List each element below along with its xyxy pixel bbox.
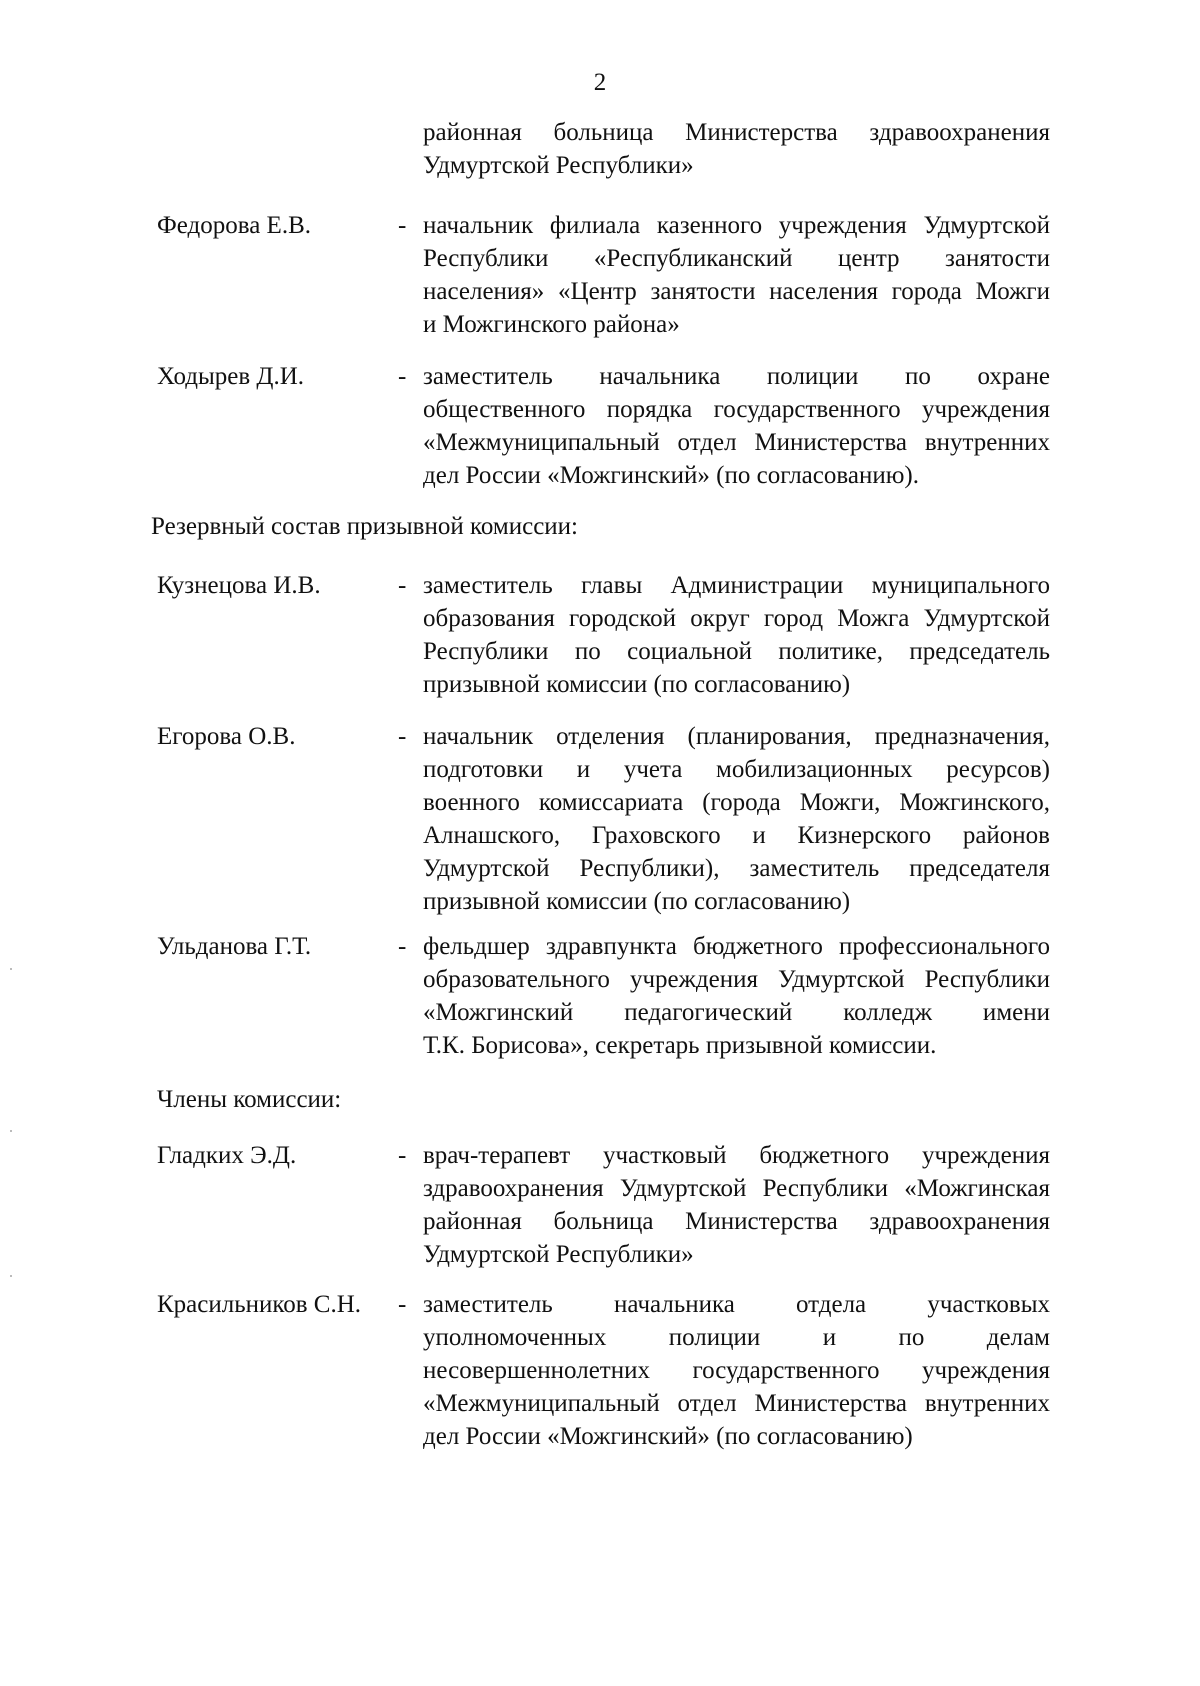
member-name: Ульданова Г.Т. xyxy=(157,933,312,960)
member-name: Егорова О.В. xyxy=(157,723,296,750)
page-number: 2 xyxy=(593,69,607,96)
section-heading-reserve: Резервный состав призывной комиссии: xyxy=(151,513,578,540)
member-position xyxy=(423,360,1050,492)
dash: - xyxy=(398,1291,407,1318)
text-line: образования городской округ город Можга Удмуртской xyxy=(423,605,1050,632)
dash: - xyxy=(398,723,407,750)
text-line: заместитель начальника полиции по охране xyxy=(423,363,1050,390)
text-line: Республики «Республиканский центр занятости xyxy=(423,245,1050,272)
member-position xyxy=(423,1139,1050,1271)
text-line: Удмуртской Республики), заместитель председателя xyxy=(423,855,1050,882)
text-line: общественного порядка государственного учреждения xyxy=(423,396,1050,423)
scan-mark xyxy=(10,1130,12,1132)
text-line: уполномоченных полиции и по делам xyxy=(423,1324,1050,1351)
section-heading-members: Члены комиссии: xyxy=(157,1086,342,1113)
text-line: несовершеннолетних государственного учреждения xyxy=(423,1357,1050,1384)
text-line: Республики по социальной политике, председатель xyxy=(423,638,1050,665)
text-line: «Можгинский педагогический колледж имени xyxy=(423,999,1050,1026)
text-line: военного комиссариата (города Можги, Можгинского, xyxy=(423,789,1050,816)
member-name: Ходырев Д.И. xyxy=(157,363,305,390)
dash: - xyxy=(398,363,407,390)
member-name: Кузнецова И.В. xyxy=(157,572,321,599)
text-line: дел России «Можгинский» (по согласованию). xyxy=(423,462,919,489)
text-line: Т.К. Борисова», секретарь призывной комиссии. xyxy=(423,1032,937,1059)
scan-mark xyxy=(10,1275,12,1277)
member-name: Федорова Е.В. xyxy=(157,212,312,239)
member-position xyxy=(423,209,1050,341)
dash: - xyxy=(398,572,407,599)
text-line: начальник филиала казенного учреждения Удмуртской xyxy=(423,212,1050,239)
text-line: врач-терапевт участковый бюджетного учреждения xyxy=(423,1142,1050,1169)
text-line: заместитель начальника отдела участковых xyxy=(423,1291,1050,1318)
text-line: подготовки и учета мобилизационных ресурсов) xyxy=(423,756,1050,783)
text-line: Удмуртской Республики» xyxy=(423,152,694,179)
member-position xyxy=(423,720,1050,918)
member-name: Гладких Э.Д. xyxy=(157,1142,297,1169)
text-line: Удмуртской Республики» xyxy=(423,1241,694,1268)
text-line: «Межмуниципальный отдел Министерства внутренних xyxy=(423,1390,1050,1417)
scan-mark xyxy=(10,968,12,970)
text-line: Алнашского, Граховского и Кизнерского районов xyxy=(423,822,1050,849)
dash: - xyxy=(398,212,407,239)
text-line: районная больница Министерства здравоохранения xyxy=(423,1208,1050,1235)
member-position xyxy=(423,569,1050,701)
member-position xyxy=(423,930,1050,1062)
text-line: начальник отделения (планирования, предназначения, xyxy=(423,723,1050,750)
text-line: населения» «Центр занятости населения города Можги xyxy=(423,278,1050,305)
member-position xyxy=(423,1288,1050,1453)
text-line: призывной комиссии (по согласованию) xyxy=(423,888,851,915)
text-line: «Межмуниципальный отдел Министерства внутренних xyxy=(423,429,1050,456)
text-line: и Можгинского района» xyxy=(423,311,680,338)
text-line: здравоохранения Удмуртской Республики «Можгинская xyxy=(423,1175,1050,1202)
text-line: фельдшер здравпункта бюджетного профессионального xyxy=(423,933,1050,960)
member-name: Красильников С.Н. xyxy=(157,1291,362,1318)
text-line: районная больница Министерства здравоохранения xyxy=(423,119,1050,146)
text-line: дел России «Можгинский» (по согласованию) xyxy=(423,1423,913,1450)
dash: - xyxy=(398,1142,407,1169)
text-line: призывной комиссии (по согласованию) xyxy=(423,671,851,698)
continuation-text xyxy=(423,116,1050,182)
text-line: заместитель главы Администрации муниципального xyxy=(423,572,1050,599)
dash: - xyxy=(398,933,407,960)
text-line: образовательного учреждения Удмуртской Республики xyxy=(423,966,1050,993)
